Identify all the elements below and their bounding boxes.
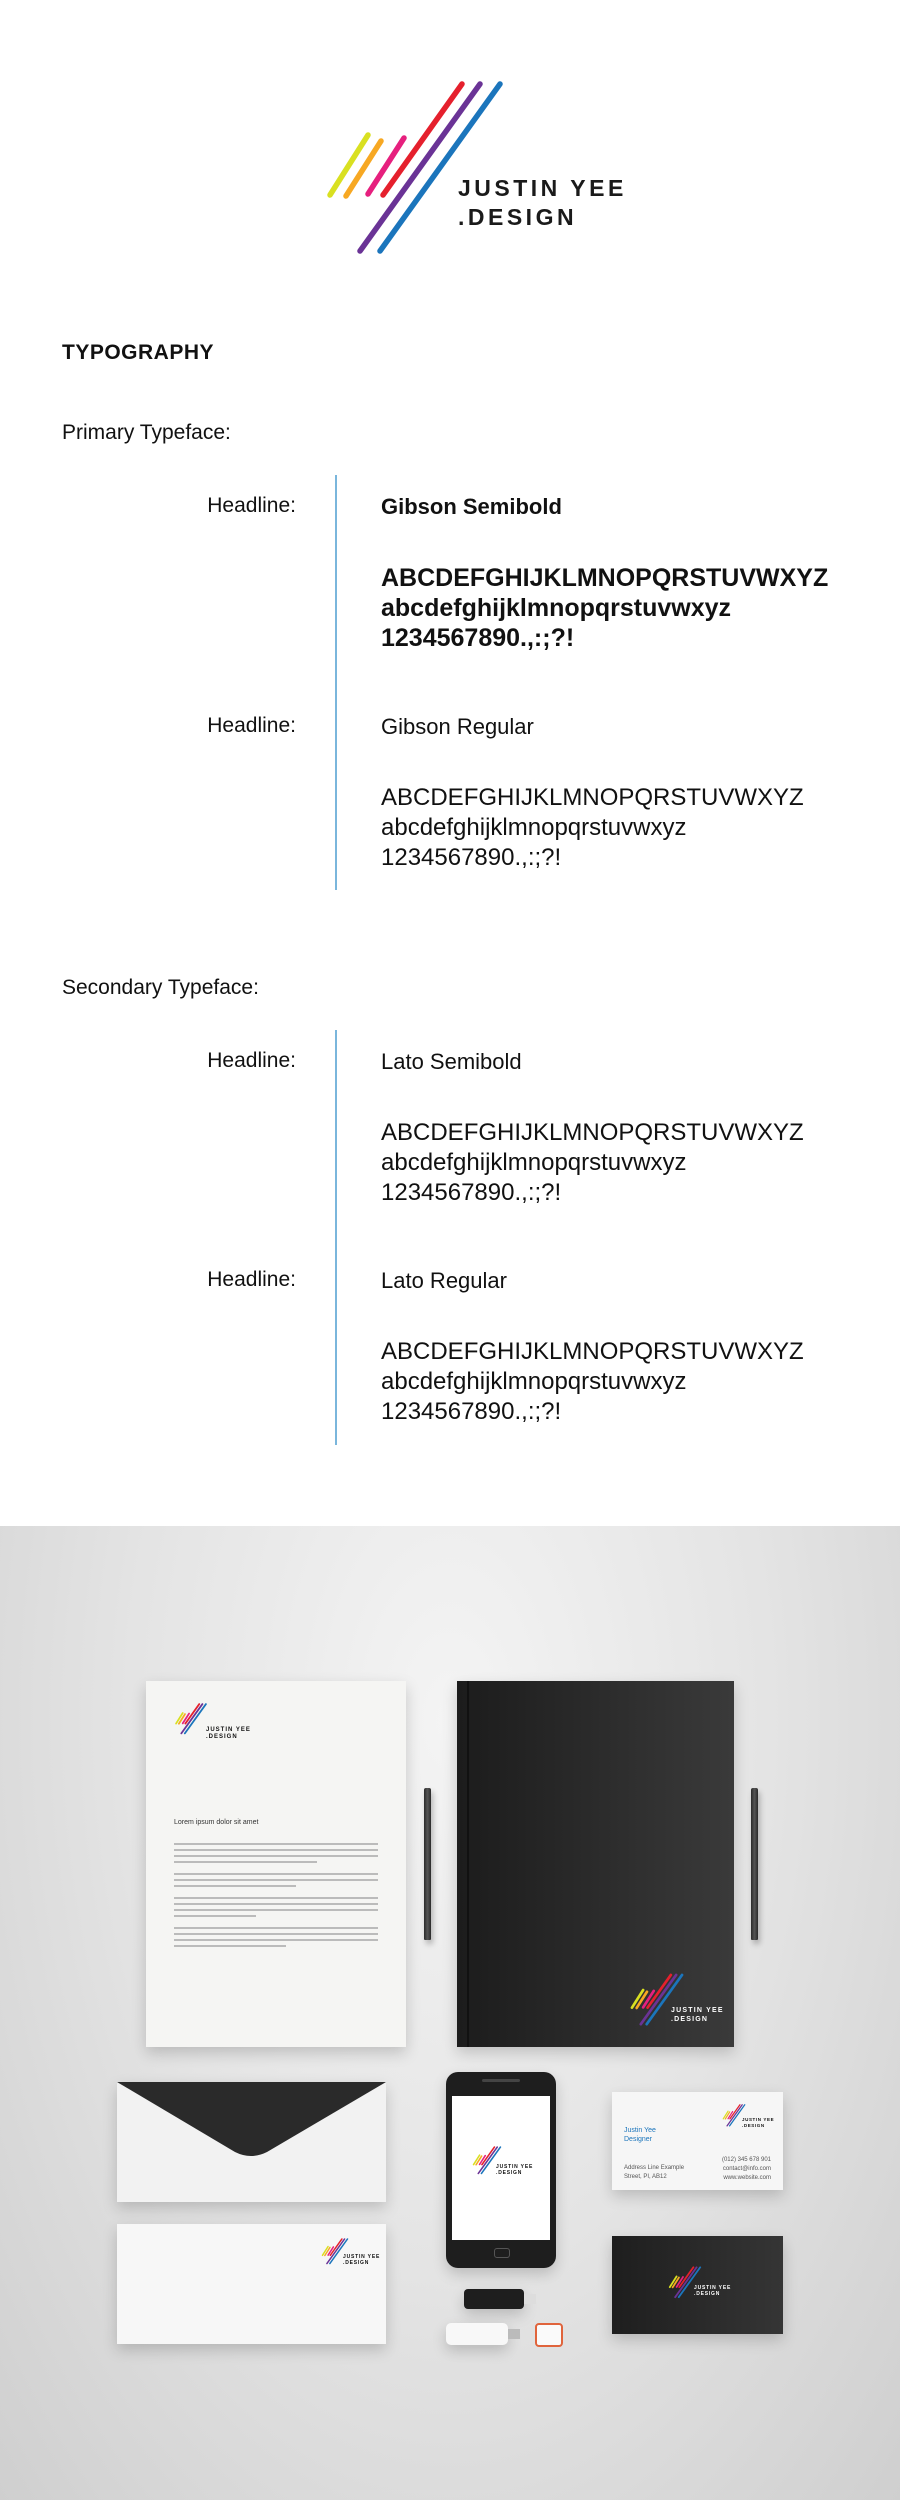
sample-digits: 1234567890.,:;?! xyxy=(381,1398,562,1425)
primary-divider xyxy=(335,475,337,890)
phone-brand-line-1: JUSTIN YEE xyxy=(496,2164,534,2170)
card-back-brand-line-1: JUSTIN YEE xyxy=(694,2285,732,2291)
sample-uppercase: ABCDEFGHIJKLMNOPQRSTUVWXYZ xyxy=(381,1119,804,1146)
phone-wordmark xyxy=(496,2164,533,2176)
pencil-right xyxy=(751,1788,758,1940)
font-name-gibson-regular: Gibson Regular xyxy=(381,714,534,739)
headline-label: Headline: xyxy=(207,1049,296,1072)
folder-wordmark xyxy=(671,2006,724,2024)
letter-heading: Lorem ipsum dolor sit amet xyxy=(174,1819,259,1826)
envelope-brand-line-1: JUSTIN YEE xyxy=(343,2254,381,2260)
folder xyxy=(457,1681,734,2047)
phone-brand-line-2: .DESIGN xyxy=(496,2170,523,2176)
envelope-flap xyxy=(117,2082,386,2202)
letterhead-brand-line-1: JUSTIN YEE xyxy=(206,1727,251,1733)
sample-gibson-regular xyxy=(381,783,804,873)
section-title: TYPOGRAPHY xyxy=(62,341,215,364)
headline-label: Headline: xyxy=(207,714,296,737)
card-identity xyxy=(624,2126,656,2144)
phone xyxy=(446,2072,556,2268)
primary-typeface-label: Primary Typeface: xyxy=(62,421,231,444)
brand-logo-mark xyxy=(320,78,510,260)
secondary-divider xyxy=(335,1030,337,1445)
card-title: Designer xyxy=(624,2136,653,2143)
sample-lowercase: abcdefghijklmnopqrstuvwxyz xyxy=(381,1368,687,1395)
sample-digits: 1234567890.,:;?! xyxy=(381,624,575,652)
card-back-brand-line-2: .DESIGN xyxy=(694,2291,721,2297)
font-name-lato-regular: Lato Regular xyxy=(381,1268,507,1293)
usb-drive-dark xyxy=(464,2289,524,2309)
card-address: Address Line Example xyxy=(624,2165,685,2171)
card-web: www.website.com xyxy=(723,2175,771,2181)
sample-lato-semibold xyxy=(381,1118,804,1208)
sample-lowercase: abcdefghijklmnopqrstuvwxyz xyxy=(381,814,687,841)
secondary-typeface-label: Secondary Typeface: xyxy=(62,976,259,999)
folder-brand-line-1: JUSTIN YEE xyxy=(671,2007,724,2014)
card-back-wordmark xyxy=(694,2285,731,2297)
card-brand-line-1: JUSTIN YEE xyxy=(742,2117,775,2122)
usb-cap xyxy=(535,2323,563,2347)
business-card-back xyxy=(612,2236,783,2334)
usb-drive-white xyxy=(446,2323,508,2345)
letterhead-wordmark xyxy=(206,1727,251,1741)
sample-gibson-semibold xyxy=(381,563,828,653)
brand-wordmark xyxy=(458,174,627,232)
stationery-mockup xyxy=(0,1526,900,2500)
sample-lowercase: abcdefghijklmnopqrstuvwxyz xyxy=(381,1149,687,1176)
sample-lowercase: abcdefghijklmnopqrstuvwxyz xyxy=(381,594,732,622)
headline-label: Headline: xyxy=(207,1268,296,1291)
font-name-gibson-semibold: Gibson Semibold xyxy=(381,494,562,519)
folder-brand-line-2: .DESIGN xyxy=(671,2016,709,2023)
envelope-front xyxy=(117,2224,386,2344)
card-address-block xyxy=(624,2164,684,2182)
letterhead-brand-line-2: .DESIGN xyxy=(206,1734,238,1740)
envelope-brand-line-2: .DESIGN xyxy=(343,2260,370,2266)
sample-digits: 1234567890.,:;?! xyxy=(381,844,562,871)
business-card-front xyxy=(612,2092,783,2190)
envelope-back xyxy=(117,2082,386,2202)
brand-line-2: .DESIGN xyxy=(458,204,578,230)
card-city: Street, PI, AB12 xyxy=(624,2174,667,2180)
card-email: contact@info.com xyxy=(722,2166,771,2172)
sample-uppercase: ABCDEFGHIJKLMNOPQRSTUVWXYZ xyxy=(381,784,804,811)
letterhead xyxy=(146,1681,406,2047)
sample-lato-regular xyxy=(381,1337,804,1427)
sample-uppercase: ABCDEFGHIJKLMNOPQRSTUVWXYZ xyxy=(381,1338,804,1365)
headline-label: Headline: xyxy=(207,494,296,517)
font-name-lato-semibold: Lato Semibold xyxy=(381,1049,522,1074)
card-contact-block xyxy=(722,2156,771,2183)
card-name: Justin Yee xyxy=(624,2127,656,2134)
envelope-wordmark xyxy=(343,2254,380,2266)
letterhead-logo-mark xyxy=(174,1703,208,1735)
pencil-left xyxy=(424,1788,431,1940)
sample-uppercase: ABCDEFGHIJKLMNOPQRSTUVWXYZ xyxy=(381,564,829,592)
brand-line-1: JUSTIN YEE xyxy=(458,175,627,201)
card-wordmark xyxy=(742,2117,774,2129)
phone-screen xyxy=(452,2096,550,2240)
sample-digits: 1234567890.,:;?! xyxy=(381,1179,562,1206)
letter-body xyxy=(174,1843,378,1947)
card-brand-line-2: .DESIGN xyxy=(742,2123,765,2128)
card-phone: (012) 345 678 901 xyxy=(721,2157,771,2163)
